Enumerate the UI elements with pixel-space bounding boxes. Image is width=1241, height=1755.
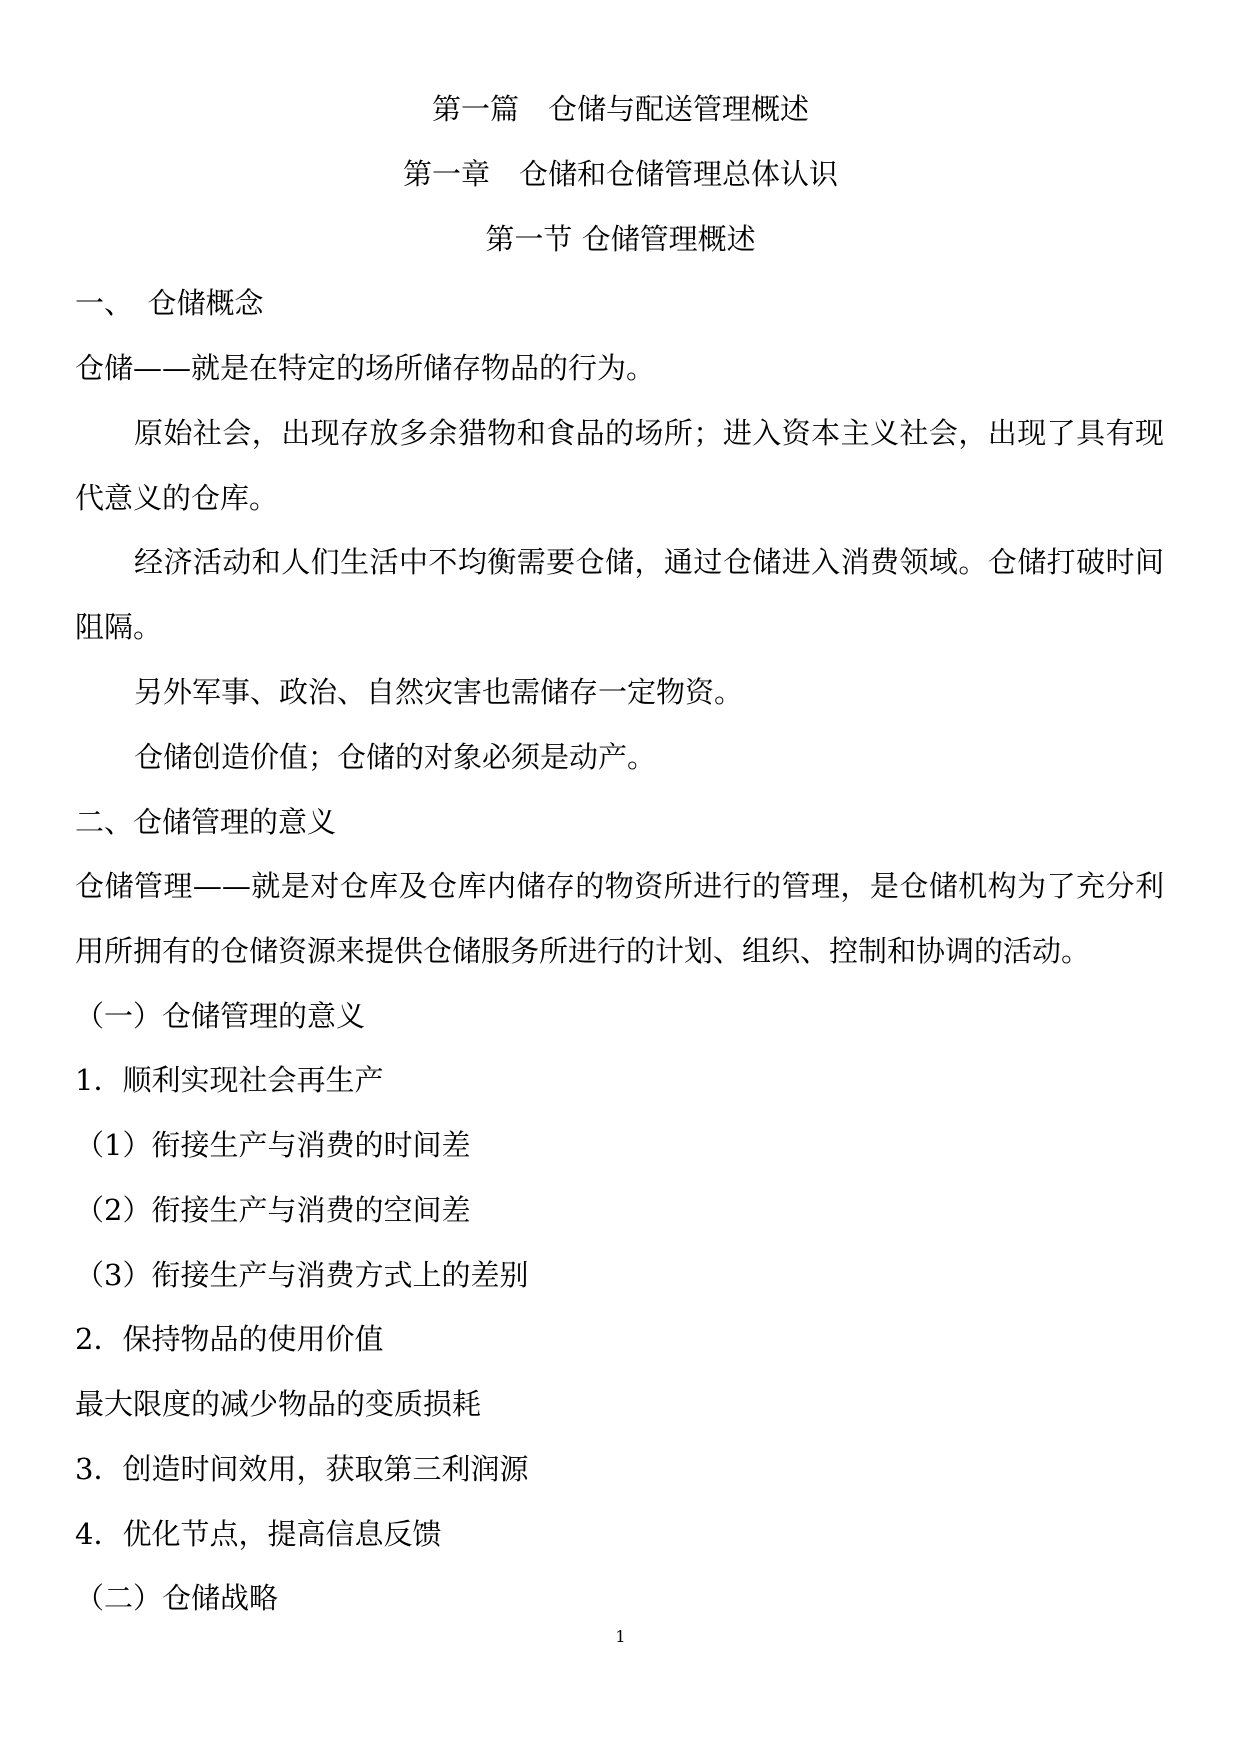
paragraph: 用所拥有的仓储资源来提供仓储服务所进行的计划、组织、控制和协调的活动。 [75, 934, 1091, 968]
paragraph: 仓储创造价值；仓储的对象必须是动产。 [134, 740, 657, 774]
list-item: 4．优化节点，提高信息反馈 [75, 1517, 442, 1551]
paragraph: 阻隔。 [75, 610, 163, 644]
heading-1: 一、 仓储概念 [75, 286, 264, 320]
paragraph: 原始社会，出现存放多余猎物和食品的场所；进入资本主义社会，出现了具有现 [134, 416, 1164, 450]
chapter-title: 第一章 仓储和仓储管理总体认识 [402, 157, 838, 191]
list-item: （2）衔接生产与消费的空间差 [75, 1193, 471, 1227]
paragraph: 仓储管理——就是对仓库及仓库内储存的物资所进行的管理，是仓储机构为了充分利 [75, 869, 1164, 903]
sub-heading: （二）仓储战略 [75, 1581, 279, 1615]
page-number: 1 [615, 1627, 626, 1646]
paragraph: 仓储——就是在特定的场所储存物品的行为。 [75, 351, 656, 385]
paragraph: 另外军事、政治、自然灾害也需储存一定物资。 [134, 675, 744, 709]
list-item: （1）衔接生产与消费的时间差 [75, 1128, 471, 1162]
sub-heading: （一）仓储管理的意义 [75, 999, 366, 1033]
list-item: 2．保持物品的使用价值 [75, 1322, 384, 1356]
list-item: （3）衔接生产与消费方式上的差别 [75, 1258, 529, 1292]
list-item: 1．顺利实现社会再生产 [75, 1063, 384, 1097]
section-title: 第一节 仓储管理概述 [485, 222, 756, 256]
list-item: 3．创造时间效用，获取第三利润源 [75, 1452, 529, 1486]
paragraph: 经济活动和人们生活中不均衡需要仓储，通过仓储进入消费领域。仓储打破时间 [134, 545, 1164, 579]
heading-2: 二、仓储管理的意义 [75, 805, 337, 839]
paragraph: 代意义的仓库。 [75, 481, 279, 515]
paragraph: 最大限度的减少物品的变质损耗 [75, 1387, 482, 1421]
part-title: 第一篇 仓储与配送管理概述 [431, 92, 809, 126]
